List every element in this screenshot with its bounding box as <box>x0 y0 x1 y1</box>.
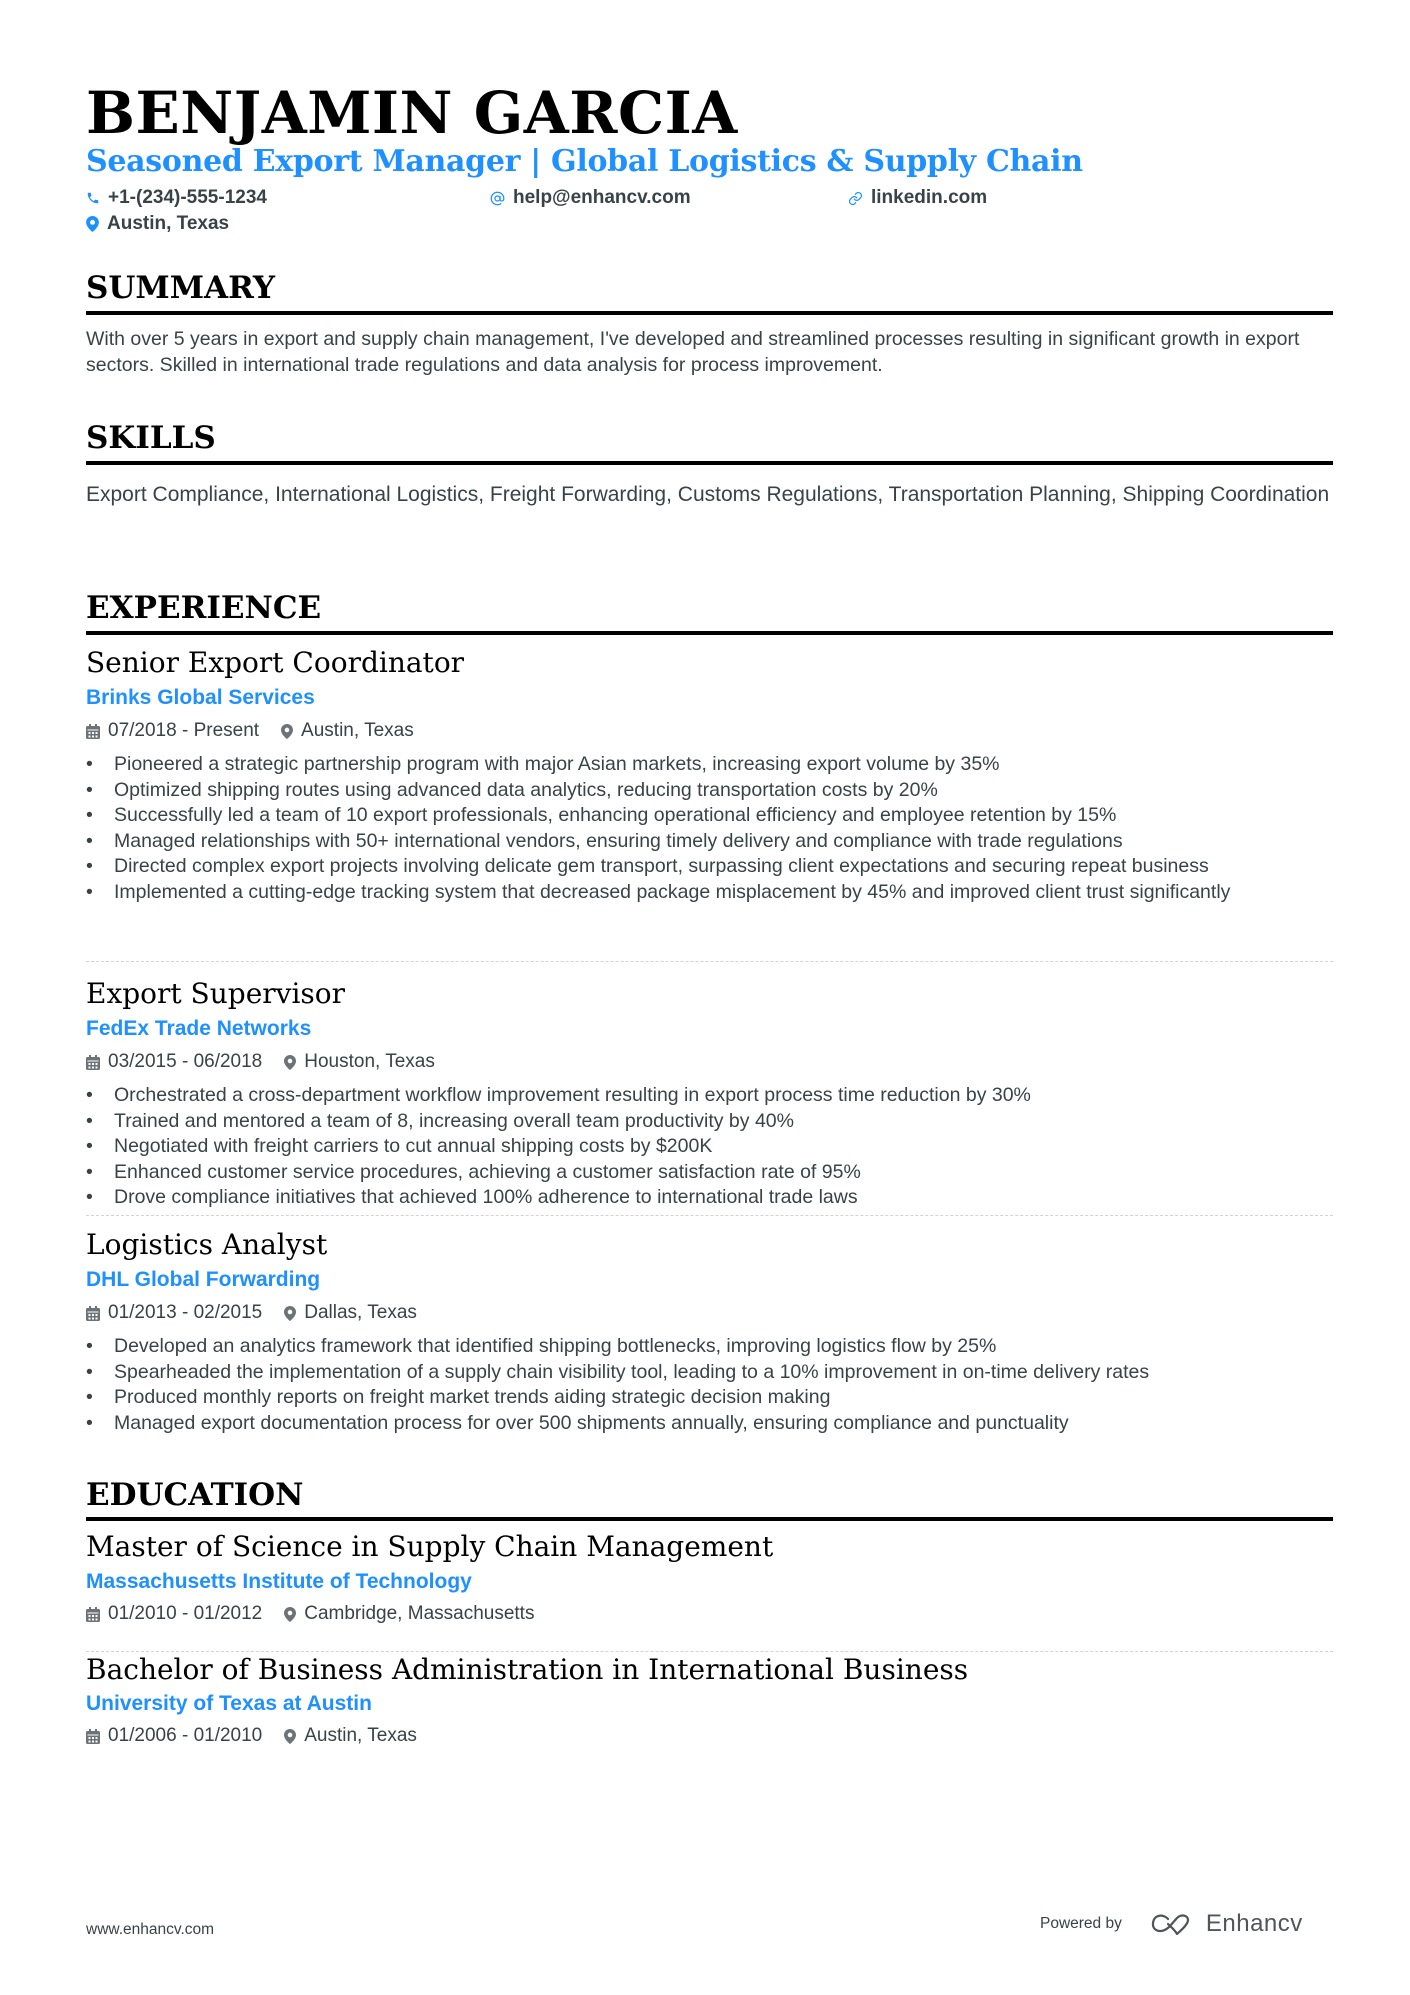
company-name: FedEx Trade Networks <box>86 1017 312 1040</box>
section-title-education: EDUCATION <box>86 1477 304 1513</box>
job-dates: 03/2015 - 06/2018 <box>108 1051 263 1072</box>
school-name: Massachusetts Institute of Technology <box>86 1570 472 1593</box>
bullet-item: • Managed relationships with 50+ international vendors, ensuring timely delivery and compliance with trade regulations <box>86 829 1336 855</box>
calendar-icon <box>86 1729 100 1744</box>
bullet-item: • Implemented a cutting-edge tracking system that decreased package misplacement by 45% and improved client trust significantly <box>86 880 1336 906</box>
enhancv-brand-text: Enhancv <box>1205 1910 1303 1937</box>
job-bullets <box>86 1083 1336 1211</box>
school-name: University of Texas at Austin <box>86 1692 372 1715</box>
linkedin-text: linkedin.com <box>871 187 988 208</box>
education-location: Cambridge, Massachusetts <box>304 1603 535 1624</box>
powered-by-label: Powered by <box>1040 1915 1122 1932</box>
summary-text: With over 5 years in export and supply chain management, I've developed and streamlined processes resulting in significant growth in export sectors. Skilled in international trade regulations and data analysis for process improvement. <box>86 328 1300 376</box>
job-title: Senior Export Coordinator <box>86 646 465 679</box>
education-meta <box>86 1724 417 1748</box>
bullet-item: • Trained and mentored a team of 8, increasing overall team productivity by 40% <box>86 1109 1336 1135</box>
section-rule <box>86 631 1333 635</box>
candidate-headline: Seasoned Export Manager | Global Logistics & Supply Chain <box>86 144 1083 179</box>
map-pin-icon <box>284 1055 296 1070</box>
section-title-experience: EXPERIENCE <box>86 590 322 626</box>
bullet-item: • Managed export documentation process for over 500 shipments annually, ensuring compliance and punctuality <box>86 1411 1336 1437</box>
skills-text: Export Compliance, International Logistics, Freight Forwarding, Customs Regulations, Transportation Planning, Shipping Coordination <box>86 483 1330 506</box>
link-icon <box>848 191 863 206</box>
job-location: Dallas, Texas <box>304 1302 417 1323</box>
phone-icon <box>86 191 100 205</box>
job-title: Export Supervisor <box>86 977 346 1010</box>
education-location: Austin, Texas <box>304 1725 417 1746</box>
job-bullets <box>86 752 1336 906</box>
footer-powered-by[interactable] <box>1040 1912 1303 1936</box>
contact-email[interactable] <box>490 186 691 210</box>
company-name: Brinks Global Services <box>86 686 315 709</box>
bullet-item: • Spearheaded the implementation of a supply chain visibility tool, leading to a 10% improvement in on-time delivery rates <box>86 1360 1336 1386</box>
entry-divider <box>86 1215 1333 1216</box>
bullet-item: • Pioneered a strategic partnership program with major Asian markets, increasing export volume by 35% <box>86 752 1336 778</box>
job-bullets <box>86 1334 1336 1436</box>
education-dates: 01/2006 - 01/2010 <box>108 1725 263 1746</box>
calendar-icon <box>86 724 100 739</box>
section-title-summary: SUMMARY <box>86 270 276 306</box>
entry-divider <box>86 961 1333 962</box>
contact-linkedin[interactable] <box>848 186 987 210</box>
map-pin-icon <box>86 216 99 232</box>
enhancv-logo-icon <box>1150 1912 1196 1936</box>
section-rule <box>86 461 1333 465</box>
bullet-item: • Directed complex export projects involving delicate gem transport, surpassing client expectations and securing repeat business <box>86 854 1336 880</box>
job-meta <box>86 719 414 743</box>
map-pin-icon <box>284 1607 296 1622</box>
phone-text: +1-(234)-555-1234 <box>108 187 267 208</box>
bullet-item: • Enhanced customer service procedures, achieving a customer satisfaction rate of 95% <box>86 1160 1336 1186</box>
education-meta <box>86 1602 534 1626</box>
footer-website-link[interactable]: www.enhancv.com <box>86 1921 215 1938</box>
bullet-item: • Optimized shipping routes using advanced data analytics, reducing transportation costs by 20% <box>86 778 1336 804</box>
job-meta <box>86 1301 417 1325</box>
job-location: Houston, Texas <box>304 1051 435 1072</box>
bullet-item: • Successfully led a team of 10 export professionals, enhancing operational efficiency and employee retention by 15% <box>86 803 1336 829</box>
section-title-skills: SKILLS <box>86 420 216 456</box>
map-pin-icon <box>281 724 293 739</box>
bullet-item: • Produced monthly reports on freight market trends aiding strategic decision making <box>86 1385 1336 1411</box>
at-sign-icon <box>490 191 505 206</box>
contact-location <box>86 212 229 236</box>
section-rule <box>86 1517 1333 1521</box>
job-dates: 01/2013 - 02/2015 <box>108 1302 263 1323</box>
calendar-icon <box>86 1607 100 1622</box>
bullet-item: • Developed an analytics framework that identified shipping bottlenecks, improving logistics flow by 25% <box>86 1334 1336 1360</box>
job-meta <box>86 1050 435 1074</box>
job-dates: 07/2018 - Present <box>108 720 260 741</box>
bullet-item: • Negotiated with freight carriers to cut annual shipping costs by $200K <box>86 1134 1336 1160</box>
location-text: Austin, Texas <box>107 213 230 234</box>
map-pin-icon <box>284 1306 296 1321</box>
education-dates: 01/2010 - 01/2012 <box>108 1603 263 1624</box>
company-name: DHL Global Forwarding <box>86 1268 321 1291</box>
job-location: Austin, Texas <box>301 720 414 741</box>
bullet-item: • Orchestrated a cross-department workflow improvement resulting in export process time reduction by 30% <box>86 1083 1336 1109</box>
candidate-name: BENJAMIN GARCIA <box>86 79 738 147</box>
map-pin-icon <box>284 1729 296 1744</box>
bullet-item: • Drove compliance initiatives that achieved 100% adherence to international trade laws <box>86 1185 1336 1211</box>
email-text: help@enhancv.com <box>513 187 691 208</box>
calendar-icon <box>86 1055 100 1070</box>
job-title: Logistics Analyst <box>86 1228 328 1261</box>
degree-title: Master of Science in Supply Chain Management <box>86 1530 774 1563</box>
calendar-icon <box>86 1306 100 1321</box>
degree-title: Bachelor of Business Administration in International Business <box>86 1653 969 1686</box>
section-rule <box>86 311 1333 315</box>
contact-phone[interactable] <box>86 186 267 210</box>
